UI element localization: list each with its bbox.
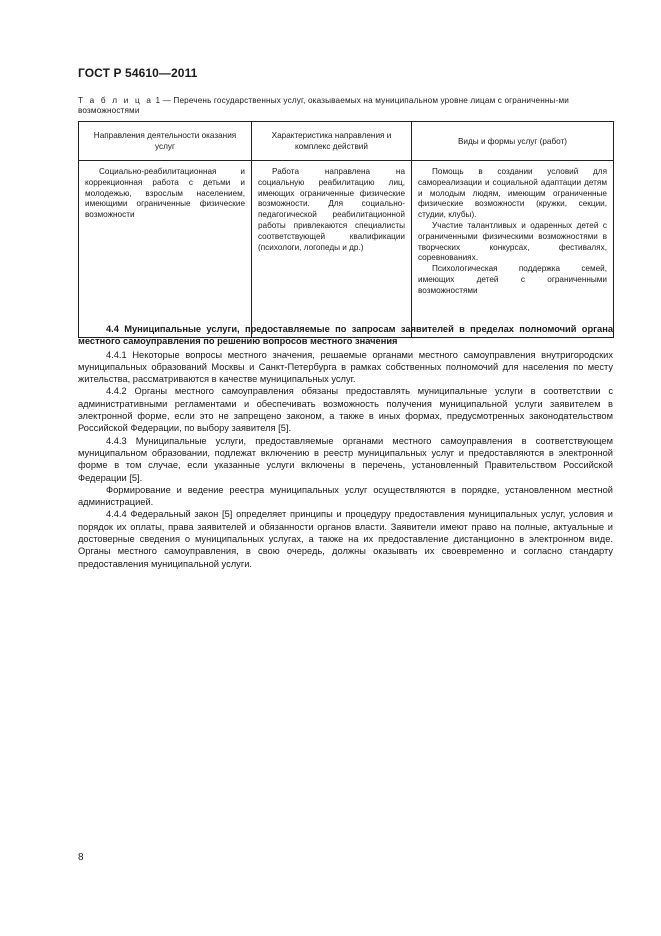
page-number: 8 <box>78 852 84 863</box>
table-cell-characteristic-text: Работа направлена на социальную реабилитацию лиц, имеющих ограниченные физические возможности. Для социально-педагогической реабилитационной работы привлекаются специалисты соответствующей квалификации (психологи, логопеды и др.) <box>258 167 405 252</box>
table-cell-service-types-p1: Помощь в создании условий для самореализации и социальной адаптации детям и молодым людям, имеющим ограниченные физические возможности (кружки, секции, студии, клубы). <box>418 167 607 220</box>
paragraph-4-4-3: 4.4.3 Муниципальные услуги, предоставляемые органами местного самоуправления в соответствующем муниципальном образовании, подлежат включению в реестр муниципальных услуг и предоставляются в электронной форме в том случае, если указанные услуги включены в перечень, установленный Правительством Российской Федерации [5]. <box>78 435 613 483</box>
paragraph-4-4-2: 4.4.2 Органы местного самоуправления обязаны предоставлять муниципальные услуги в соответствии с административными регламентами и обеспечивать возможность получения муниципальной услуги заявителем в электронной форме, если это не запрещено законом, а также в иных формах, предусмотренных законодательством Российской Федерации, по выбору заявителя [5]. <box>78 386 613 434</box>
table-caption <box>78 96 598 116</box>
table-cell-service-types-p3: Психологическая поддержка семей, имеющих детей с ограниченными возможностями <box>418 264 607 295</box>
section-4-4 <box>78 323 613 570</box>
table-header-directions: Направления деятельности оказания услуг <box>79 122 252 161</box>
table-cell-direction <box>79 161 252 338</box>
document-number-header: ГОСТ Р 54610—2011 <box>78 66 198 80</box>
table-caption-text: 1 — Перечень государственных услуг, оказываемых на муниципальном уровне лицам с ограниченны-ми возможностями <box>78 96 569 115</box>
table-cell-service-types <box>412 161 614 338</box>
table-row <box>79 161 614 338</box>
table-header-service-types: Виды и формы услуг (работ) <box>412 122 614 161</box>
paragraph-4-4-1: 4.4.1 Некоторые вопросы местного значения, решаемые органами местного самоуправления внутригородских муниципальных образований Москвы и Санкт-Петербурга в рамках собственных полномочий для населения по месту жительства, рассматриваются в качестве муниципальных услуг. <box>78 349 613 385</box>
table-cell-characteristic <box>252 161 412 338</box>
table-cell-direction-text: Социально-реабилитационная и коррекционная работа с детьми и молодежью, взрослым населением, имеющими ограниченные физические возможности <box>85 167 245 220</box>
table-header-characteristics: Характеристика направления и комплекс действий <box>252 122 412 161</box>
table-cell-service-types-p2: Участие талантливых и одаренных детей с ограниченными физическими возможностями в творческих конкурсах, фестивалях, соревнованиях. <box>418 220 607 263</box>
table-header-row <box>79 122 614 161</box>
section-heading: 4.4 Муниципальные услуги, предоставляемые по запросам заявителей в пределах полномочий органа местного самоуправления по решению вопросов местного значения <box>78 324 613 347</box>
table-caption-lead: Т а б л и ц а <box>78 96 154 105</box>
paragraph-4-4-4: 4.4.4 Федеральный закон [5] определяет принципы и процедуру предоставления муниципальных услуг, условия и порядок их оплаты, права заявителей и обязанности органов власти. Заявители имеют право на полные, актуальные и достоверные сведения о муниципальных услугах, а также на их предоставление дистанционно в электронном виде. Органы местного самоуправления, в свою очередь, должны оказывать их своевременно и согласно стандарту предоставления муниципальной услуги. <box>78 509 613 569</box>
paragraph-registry: Формирование и ведение реестра муниципальных услуг осуществляются в порядке, установленном местной администрацией. <box>78 484 613 508</box>
services-table <box>78 121 614 338</box>
